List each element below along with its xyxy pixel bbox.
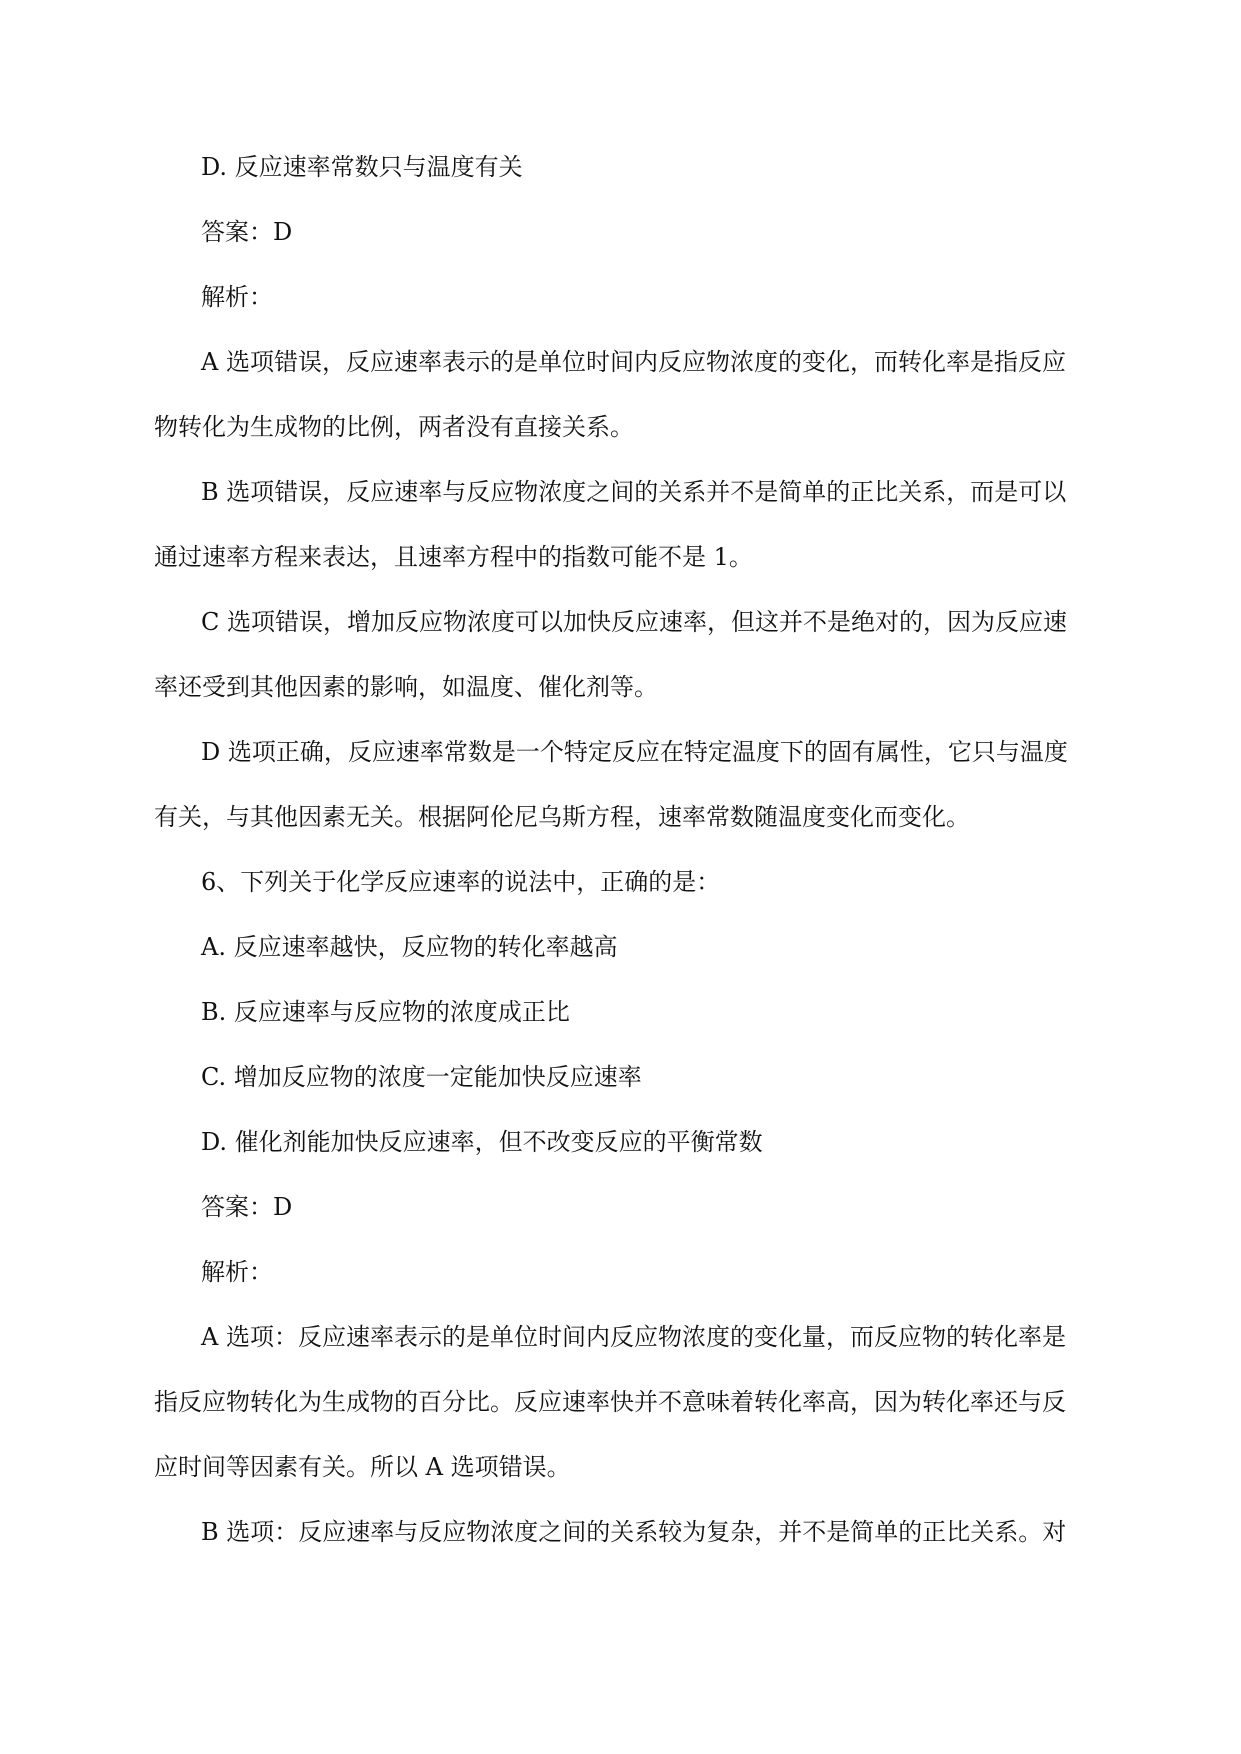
analysis-label-prev: 解析： — [201, 283, 273, 311]
analysis6-a-line2: 指反应物转化为生成物的百分比。反应速率快并不意味着转化率高，因为转化率还与反 — [154, 1388, 1066, 1416]
analysis6-a-line3: 应时间等因素有关。所以 A 选项错误。 — [154, 1453, 571, 1481]
option-d-prev: D. 反应速率常数只与温度有关 — [201, 153, 523, 181]
answer-label: 答案：D — [201, 1193, 293, 1221]
analysis-c-line2: 率还受到其他因素的影响，如温度、催化剂等。 — [154, 673, 658, 701]
analysis-b-line1: B 选项错误，反应速率与反应物浓度之间的关系并不是简单的正比关系，而是可以 — [201, 478, 1067, 506]
analysis-a-line1: A 选项错误，反应速率表示的是单位时间内反应物浓度的变化，而转化率是指反应 — [201, 348, 1066, 376]
analysis-d-line2: 有关，与其他因素无关。根据阿伦尼乌斯方程，速率常数随温度变化而变化。 — [154, 803, 970, 831]
option-c: C. 增加反应物的浓度一定能加快反应速率 — [201, 1063, 642, 1091]
question-6: 6、下列关于化学反应速率的说法中，正确的是： — [201, 868, 721, 896]
analysis6-a-line1: A 选项：反应速率表示的是单位时间内反应物浓度的变化量，而反应物的转化率是 — [201, 1323, 1066, 1351]
option-a: A. 反应速率越快，反应物的转化率越高 — [201, 933, 618, 961]
analysis6-b-line1: B 选项：反应速率与反应物浓度之间的关系较为复杂，并不是简单的正比关系。对 — [201, 1518, 1067, 1546]
analysis-c-line1: C 选项错误，增加反应物浓度可以加快反应速率，但这并不是绝对的，因为反应速 — [201, 608, 1067, 636]
answer-label-prev: 答案：D — [201, 218, 293, 246]
analysis-label: 解析： — [201, 1258, 273, 1286]
analysis-a-line2: 物转化为生成物的比例，两者没有直接关系。 — [154, 413, 634, 441]
analysis-d-line1: D 选项正确，反应速率常数是一个特定反应在特定温度下的固有属性，它只与温度 — [201, 738, 1068, 766]
option-d: D. 催化剂能加快反应速率，但不改变反应的平衡常数 — [201, 1128, 763, 1156]
analysis-b-line2: 通过速率方程来表达，且速率方程中的指数可能不是 1。 — [154, 543, 753, 571]
option-b: B. 反应速率与反应物的浓度成正比 — [201, 998, 570, 1026]
